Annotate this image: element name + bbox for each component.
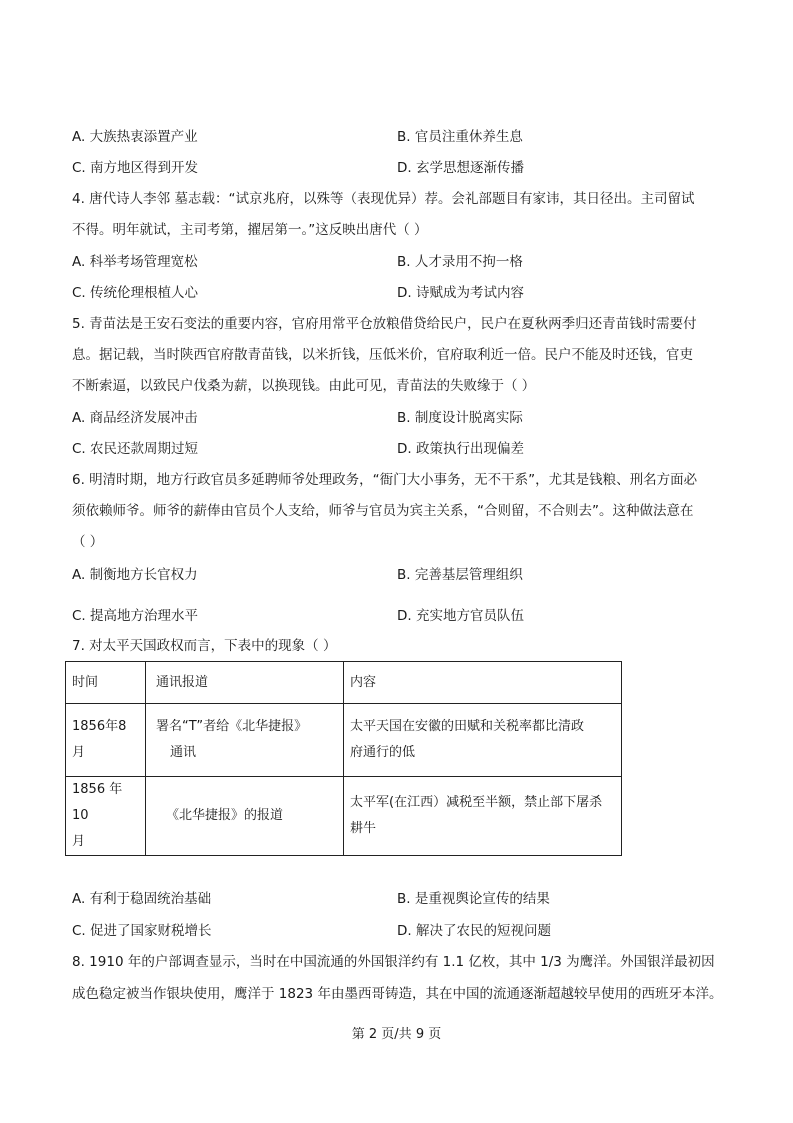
q3-option-b: B. 官员注重休养生息 — [397, 129, 523, 145]
q7-option-a: A. 有利于稳固统治基础 — [72, 891, 212, 907]
q5-stem-line-2: 息。据记载，当时陕西官府散青苗钱，以米折钱，压低米价，官府取利近一倍。民户不能及时还钱，官吏 — [72, 347, 693, 363]
q5-option-b: B. 制度设计脱离实际 — [397, 410, 523, 426]
q7-stem: 7. 对太平天国政权而言，下表中的现象（ ） — [72, 638, 337, 654]
cell-line: 1856 年 10 — [72, 782, 123, 823]
q4-stem-line-2: 不得。明年就试，主司考第，擢居第一。”这反映出唐代（ ） — [72, 222, 428, 238]
q3-option-c: C. 南方地区得到开发 — [72, 160, 199, 176]
table-cell-content — [344, 704, 622, 777]
q5-option-c: C. 农民还款周期过短 — [72, 441, 199, 457]
q7-option-b: B. 是重视舆论宣传的结果 — [397, 891, 550, 907]
q6-option-b: B. 完善基层管理组织 — [397, 567, 523, 583]
q4-option-a: A. 科举考场管理宽松 — [72, 254, 198, 270]
table-header-row — [66, 662, 622, 704]
q6-stem-line-2: 须依赖师爷。师爷的薪俸由官员个人支给，师爷与官员为宾主关系，“合则留，不合则去”。这种做法意在 — [72, 503, 694, 519]
q4-stem-line-1: 4. 唐代诗人李邻 墓志载：“试京兆府，以殊等（表现优异）荐。会礼部题目有家讳，其日径出。主司留试 — [72, 191, 695, 207]
q3-option-d: D. 玄学思想逐渐传播 — [397, 160, 524, 176]
cell-line: 耕牛 — [350, 821, 377, 836]
cell-line: 通讯 — [170, 745, 197, 760]
page-footer: 第 2 页/共 9 页 — [351, 1027, 442, 1042]
q5-stem-line-3: 不断索逼，以致民户伐桑为薪，以换现钱。由此可见，青苗法的失败缘于（ ） — [72, 378, 536, 394]
cell-line: 月 — [72, 834, 86, 849]
table-cell-report — [146, 777, 344, 856]
q3-option-a: A. 大族热衷添置产业 — [72, 129, 198, 145]
table-header-content: 内容 — [344, 662, 622, 704]
q4-option-d: D. 诗赋成为考试内容 — [397, 285, 524, 301]
table-header-time: 时间 — [66, 662, 146, 704]
q6-option-a: A. 制衡地方长官权力 — [72, 567, 198, 583]
table-row — [66, 704, 622, 777]
q5-stem-line-1: 5. 青苗法是王安石变法的重要内容，官府用常平仓放粮借贷给民户，民户在夏秋两季归还青苗钱时需要付 — [72, 316, 697, 332]
table-row — [66, 777, 622, 856]
cell-line: 太平军(在江西）减税至半额，禁止部下屠杀 — [350, 795, 603, 810]
cell-line: 1856年8月 — [72, 719, 127, 760]
cell-line: 太平天国在安徽的田赋和关税率都比清政 — [350, 719, 585, 734]
table-cell-content — [344, 777, 622, 856]
q6-option-c: C. 提高地方治理水平 — [72, 608, 199, 624]
q6-stem-line-3: （ ） — [72, 534, 104, 550]
q5-option-a: A. 商品经济发展冲击 — [72, 410, 198, 426]
q8-stem-line-2: 成色稳定被当作银块使用，鹰洋于 1823 年由墨西哥铸造，其在中国的流通逐渐超越较早使用的西班牙本洋。 — [72, 986, 723, 1002]
table-cell-report — [146, 704, 344, 777]
q4-option-b: B. 人才录用不拘一格 — [397, 254, 523, 270]
q6-stem-line-1: 6. 明清时期，地方行政官员多延聘师爷处理政务，“衙门大小事务，无不干系”，尤其是钱粮、刑名方面必 — [72, 472, 698, 488]
cell-line: 《北华捷报》的报道 — [166, 808, 284, 823]
cell-line: 府通行的低 — [350, 745, 416, 760]
cell-line: 署名“T”者给《北华捷报》 — [156, 719, 308, 734]
table-cell-time — [66, 777, 146, 856]
q7-table — [65, 661, 622, 856]
q8-stem-line-1: 8. 1910 年的户部调查显示，当时在中国流通的外国银洋约有 1.1 亿枚，其中 1/3 为鹰洋。外国银洋最初因 — [72, 954, 715, 970]
q7-option-c: C. 促进了国家财税增长 — [72, 923, 212, 939]
q5-option-d: D. 政策执行出现偏差 — [397, 441, 524, 457]
table-header-report: 通讯报道 — [146, 662, 344, 704]
q6-option-d: D. 充实地方官员队伍 — [397, 608, 524, 624]
q7-option-d: D. 解决了农民的短视问题 — [397, 923, 551, 939]
q4-option-c: C. 传统伦理根植人心 — [72, 285, 199, 301]
table-cell-time — [66, 704, 146, 777]
